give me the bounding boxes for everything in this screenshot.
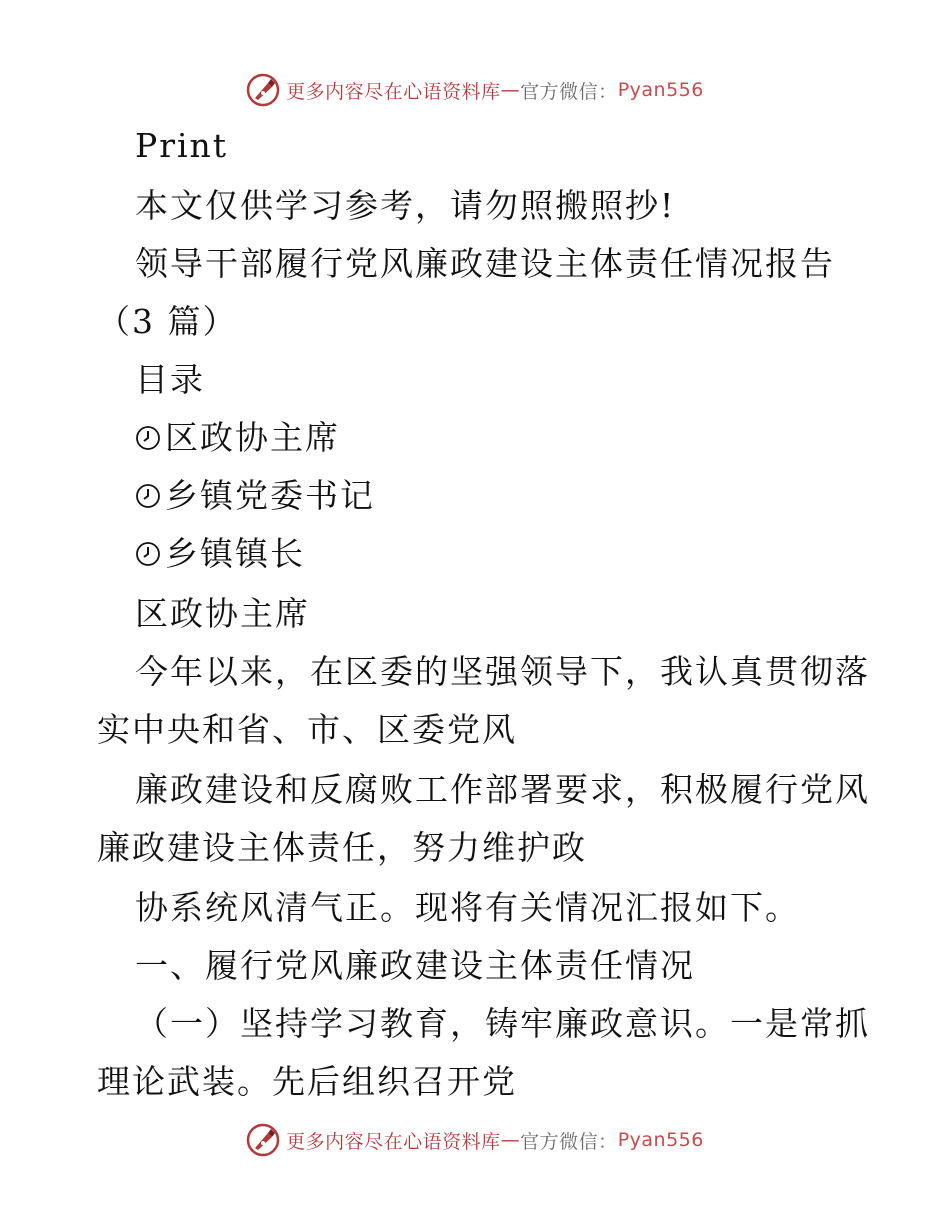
clock-icon <box>135 425 161 451</box>
document-title-count: （3 篇） <box>97 302 238 341</box>
paragraph-line: 实中央和省、市、区委党风 <box>97 710 517 749</box>
footer-banner <box>0 1120 950 1160</box>
disclaimer: 本文仅供学习参考，请勿照搬照抄! <box>135 186 676 225</box>
pen-nib-logo-icon <box>246 1123 280 1157</box>
document-title: 领导干部履行党风廉政建设主体责任情况报告 <box>135 244 835 283</box>
banner-separator: — <box>500 1129 521 1151</box>
banner-separator: — <box>500 79 521 101</box>
paragraph-line: 协系统风清气正。现将有关情况汇报如下。 <box>135 888 800 927</box>
clock-icon <box>135 483 161 509</box>
banner-wechat-id: Pyan556 <box>617 79 704 101</box>
banner-wechat-label: 官方微信： <box>520 1130 618 1153</box>
toc-item[interactable] <box>135 476 375 516</box>
paragraph-line: 今年以来，在区委的坚强领导下，我认真贯彻落 <box>135 652 870 691</box>
banner-wechat-id: Pyan556 <box>617 1129 704 1151</box>
banner-text: 更多内容尽在心语资料库 <box>286 80 501 103</box>
banner-text: 更多内容尽在心语资料库 <box>286 1130 501 1153</box>
toc-item[interactable] <box>135 534 305 574</box>
header-banner <box>0 70 950 110</box>
pen-nib-logo-icon <box>246 73 280 107</box>
toc-heading: 目录 <box>135 360 205 399</box>
paragraph-line: （一）坚持学习教育，铸牢廉政意识。一是常抓 <box>135 1004 870 1043</box>
banner-wechat-label: 官方微信： <box>520 80 618 103</box>
section-heading: 区政协主席 <box>135 594 310 633</box>
toc-item-label: 乡镇镇长 <box>165 534 305 573</box>
toc-item[interactable] <box>135 418 340 458</box>
subsection-heading: 一、履行党风廉政建设主体责任情况 <box>135 946 695 985</box>
clock-icon <box>135 541 161 567</box>
toc-item-label: 区政协主席 <box>165 418 340 457</box>
paragraph-line: 廉政建设主体责任，努力维护政 <box>97 828 587 867</box>
paragraph-line: 理论武装。先后组织召开党 <box>97 1062 517 1101</box>
toc-item-label: 乡镇党委书记 <box>165 476 375 515</box>
print-label: Print <box>135 126 229 165</box>
paragraph-line: 廉政建设和反腐败工作部署要求，积极履行党风 <box>135 770 870 809</box>
